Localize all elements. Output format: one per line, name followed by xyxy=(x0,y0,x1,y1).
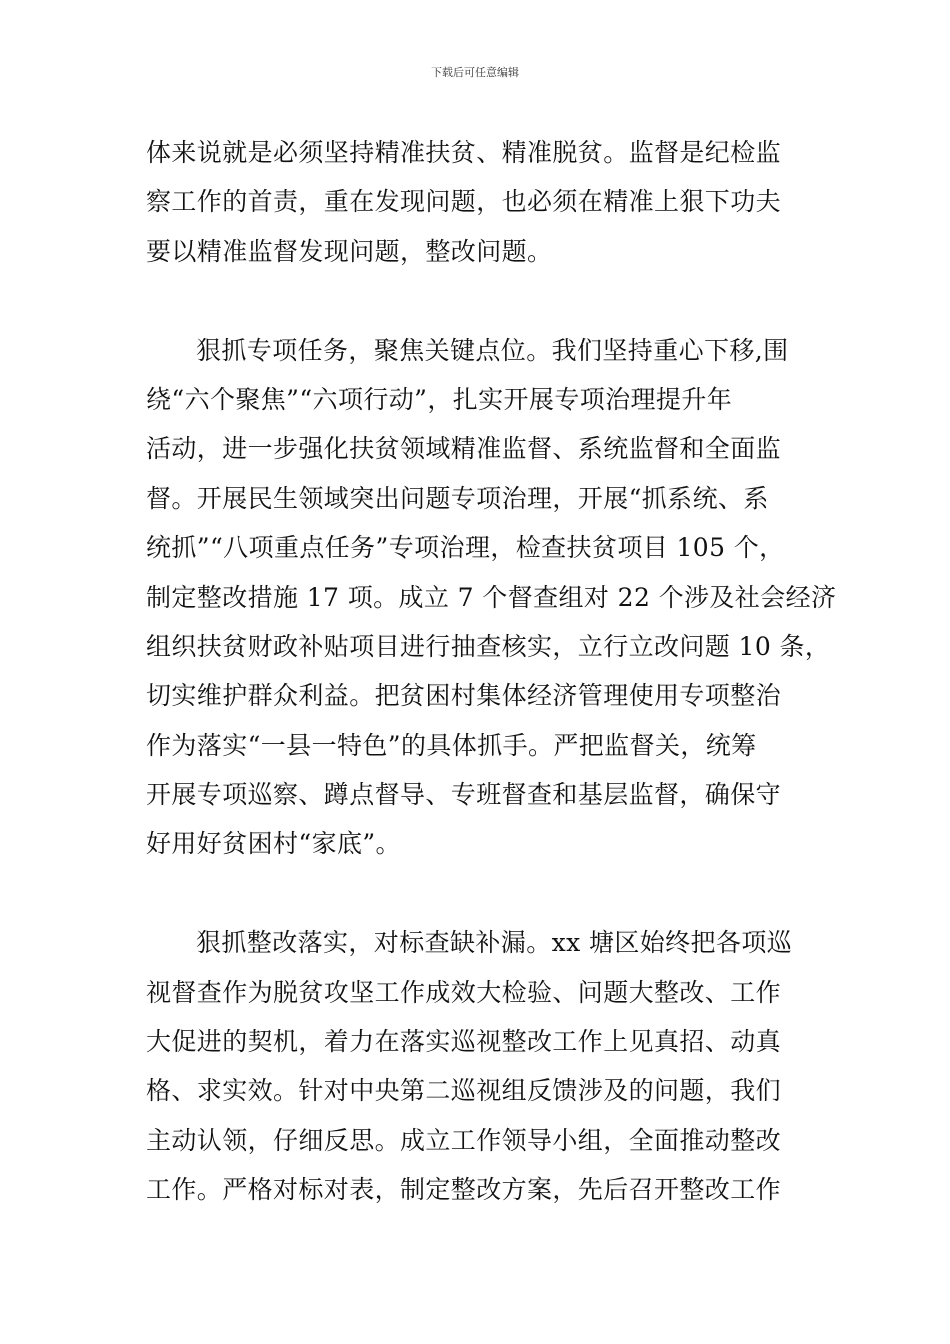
text-line: 视督查作为脱贫攻坚工作成效大检验、问题大整改、工作 xyxy=(146,977,782,1007)
text-line: 好用好贫困村“家底”。 xyxy=(146,829,401,859)
document-body xyxy=(146,128,837,1215)
text-line: 工作。严格对标对表，制定整改方案，先后召开整改工作 xyxy=(146,1175,782,1205)
text-line: 作为落实“一县一特色”的具体抓手。严把监督关，统筹 xyxy=(146,730,757,760)
paragraph-3 xyxy=(146,918,826,1214)
text-line: 组织扶贫财政补贴项目进行抽查核实，立行立改问题 10 条， xyxy=(146,631,831,661)
text-line: 察工作的首责，重在发现问题，也必须在精准上狠下功夫 xyxy=(146,187,782,217)
text-line: 狠抓整改落实，对标查缺补漏。xx 塘区始终把各项巡 xyxy=(196,928,793,958)
text-line: 大促进的契机，着力在落实巡视整改工作上见真招、动真 xyxy=(146,1027,782,1057)
text-line: 活动，进一步强化扶贫领域精准监督、系统监督和全面监 xyxy=(146,434,782,464)
text-line: 格、求实效。针对中央第二巡视组反馈涉及的问题，我们 xyxy=(146,1076,782,1106)
paragraph-gap xyxy=(146,869,826,918)
text-line: 体来说就是必须坚持精准扶贫、精准脱贫。监督是纪检监 xyxy=(146,138,782,167)
text-line: 主动认领，仔细反思。成立工作领导小组，全面推动整改 xyxy=(146,1125,782,1155)
text-line: 要以精准监督发现问题，整改问题。 xyxy=(146,236,553,266)
text-line: 切实维护群众利益。把贫困村集体经济管理使用专项整治 xyxy=(146,681,782,711)
text-line: 绕“六个聚焦”“六项行动”，扎实开展专项治理提升年 xyxy=(146,384,733,414)
text-line: 开展专项巡察、蹲点督导、专班督查和基层监督，确保守 xyxy=(146,780,782,810)
paragraph-2 xyxy=(146,326,837,869)
page-header: 下载后可任意编辑 xyxy=(431,66,519,79)
paragraph-1 xyxy=(146,128,826,276)
text-line: 统抓”“八项重点任务”专项治理，检查扶贫项目 105 个， xyxy=(146,533,785,563)
paragraph-gap xyxy=(146,276,826,325)
text-line: 狠抓专项任务，聚焦关键点位。我们坚持重心下移,围 xyxy=(196,335,789,365)
text-line: 制定整改措施 17 项。成立 7 个督查组对 22 个涉及社会经济 xyxy=(146,582,837,612)
text-line: 督。开展民生领域突出问题专项治理，开展“抓系统、系 xyxy=(146,483,769,513)
